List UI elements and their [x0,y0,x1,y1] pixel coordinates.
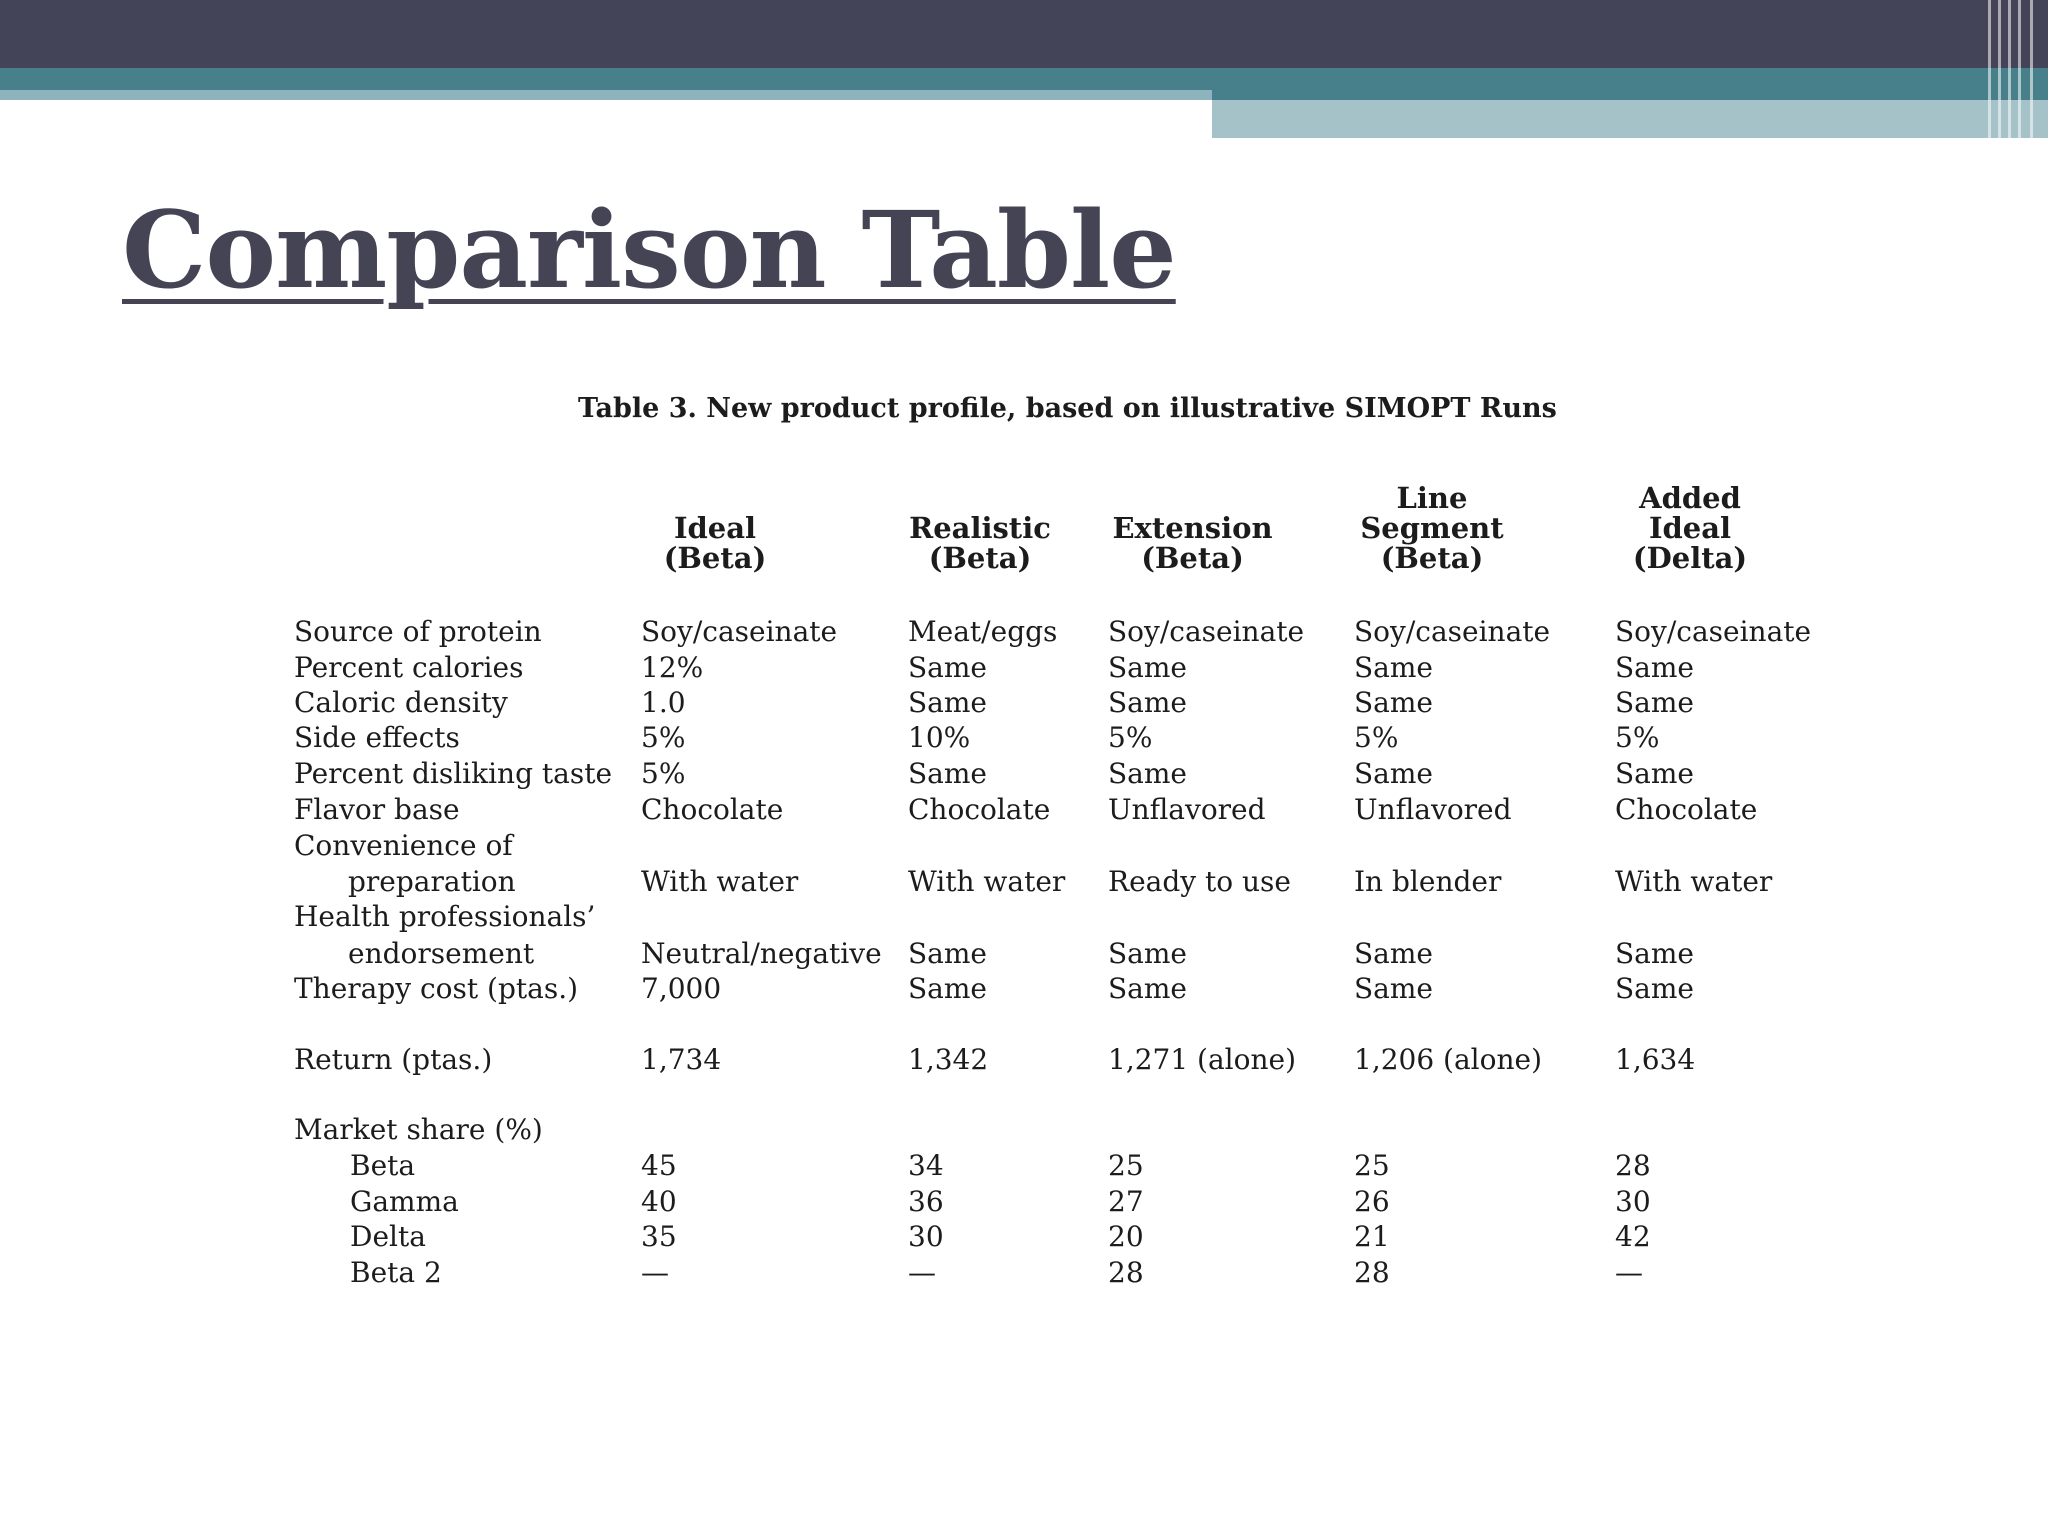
row-label: Therapy cost (ptas.) [294,972,579,1005]
table-cell: 5% [1354,721,1399,754]
table-cell: Same [908,972,987,1005]
table-cell: In blender [1354,865,1502,898]
table-cell: Same [1615,757,1694,790]
table-cell: 26 [1354,1185,1390,1218]
column-header-added-ideal-delta: Added Ideal (Delta) [1632,481,1748,575]
table-cell: — [641,1256,669,1289]
table-cell: Ready to use [1108,865,1291,898]
row-label: endorsement [348,937,535,970]
row-label: Beta [350,1149,416,1182]
table-cell: 30 [908,1220,944,1253]
header-band-light [1212,100,2048,138]
table-cell: Same [1108,972,1187,1005]
table-cell: With water [908,865,1066,898]
table-cell: Same [1354,972,1433,1005]
table-cell: 25 [1108,1149,1144,1182]
row-label: Source of protein [294,615,542,648]
table-cell: 5% [1615,721,1660,754]
row-label: Return (ptas.) [294,1043,493,1076]
row-label: Delta [350,1220,426,1253]
table-cell: Soy/caseinate [1615,615,1812,648]
table-cell: 36 [908,1185,944,1218]
table-cell: Same [1615,686,1694,719]
row-label: Market share (%) [294,1113,543,1146]
table-cell: Soy/caseinate [1108,615,1305,648]
table-cell: — [908,1256,936,1289]
table-cell: Same [1108,651,1187,684]
table-cell: 28 [1354,1256,1390,1289]
column-header-realistic-beta: Realistic (Beta) [909,511,1051,575]
table-cell: 27 [1108,1185,1144,1218]
table-cell: Same [908,937,987,970]
header-stripe [2008,0,2011,138]
table-cell: 10% [908,721,971,754]
table-cell: 28 [1615,1149,1651,1182]
table-cell: 1,734 [641,1043,722,1076]
column-header-line-segment-beta: Line Segment (Beta) [1360,481,1504,575]
row-label: Beta 2 [350,1256,442,1289]
table-cell: Unflavored [1354,793,1512,826]
column-header-ideal-beta: Ideal (Beta) [663,511,767,575]
table-cell: Neutral/negative [641,937,882,970]
table-cell: 1,634 [1615,1043,1696,1076]
table-cell: — [1615,1256,1643,1289]
table-cell: With water [1615,865,1773,898]
table-cell: Same [1354,651,1433,684]
column-header-extension-beta: Extension (Beta) [1112,511,1273,575]
row-label: preparation [348,865,516,898]
table-cell: Same [1108,686,1187,719]
table-cell: 5% [1108,721,1153,754]
table-cell: 45 [641,1149,677,1182]
table-cell: Soy/caseinate [641,615,838,648]
row-label: Percent disliking taste [294,757,613,790]
table-caption: Table 3. New product profile, based on illustrative SIMOPT Runs [578,393,1557,424]
table-cell: Same [908,686,987,719]
header-band-teal-light [0,90,1212,100]
table-cell: 35 [641,1220,677,1253]
table-cell: Unflavored [1108,793,1266,826]
table-cell: 40 [641,1185,677,1218]
row-label: Health professionals’ [294,900,596,933]
table-cell: Same [1615,937,1694,970]
table-cell: 42 [1615,1220,1651,1253]
table-cell: 5% [641,721,686,754]
row-label: Flavor base [294,793,460,826]
table-cell: 21 [1354,1220,1390,1253]
table-cell: Same [1108,937,1187,970]
table-cell: 1,206 (alone) [1354,1043,1543,1076]
table-cell: Same [908,757,987,790]
table-cell: With water [641,865,799,898]
table-cell: Same [1108,757,1187,790]
table-cell: Same [1354,757,1433,790]
table-cell: 5% [641,757,686,790]
table-cell: Chocolate [641,793,784,826]
row-label: Convenience of [294,829,513,862]
table-cell: 12% [641,651,704,684]
header-stripe [1988,0,1991,138]
row-label: Side effects [294,721,460,754]
table-cell: Chocolate [908,793,1051,826]
table-cell: 1.0 [641,686,686,719]
table-cell: 1,342 [908,1043,989,1076]
table-cell: Meat/eggs [908,615,1058,648]
table-cell: 30 [1615,1185,1651,1218]
table-cell: 28 [1108,1256,1144,1289]
slide-title: Comparison Table [122,187,1176,312]
table-cell: Same [1354,686,1433,719]
table-cell: 7,000 [641,972,722,1005]
table-cell: Same [1615,651,1694,684]
table-cell: Chocolate [1615,793,1758,826]
table-cell: 20 [1108,1220,1144,1253]
table-cell: Same [908,651,987,684]
table-cell: Soy/caseinate [1354,615,1551,648]
table-cell: 34 [908,1149,944,1182]
table-cell: Same [1615,972,1694,1005]
row-label: Caloric density [294,686,508,719]
header-band-dark [0,0,2048,68]
row-label: Percent calories [294,651,524,684]
header-stripe [2018,0,2021,138]
header-stripe [2030,0,2033,138]
row-label: Gamma [350,1185,459,1218]
header-stripe [1998,0,2001,138]
table-cell: 1,271 (alone) [1108,1043,1297,1076]
table-cell: Same [1354,937,1433,970]
table-cell: 25 [1354,1149,1390,1182]
